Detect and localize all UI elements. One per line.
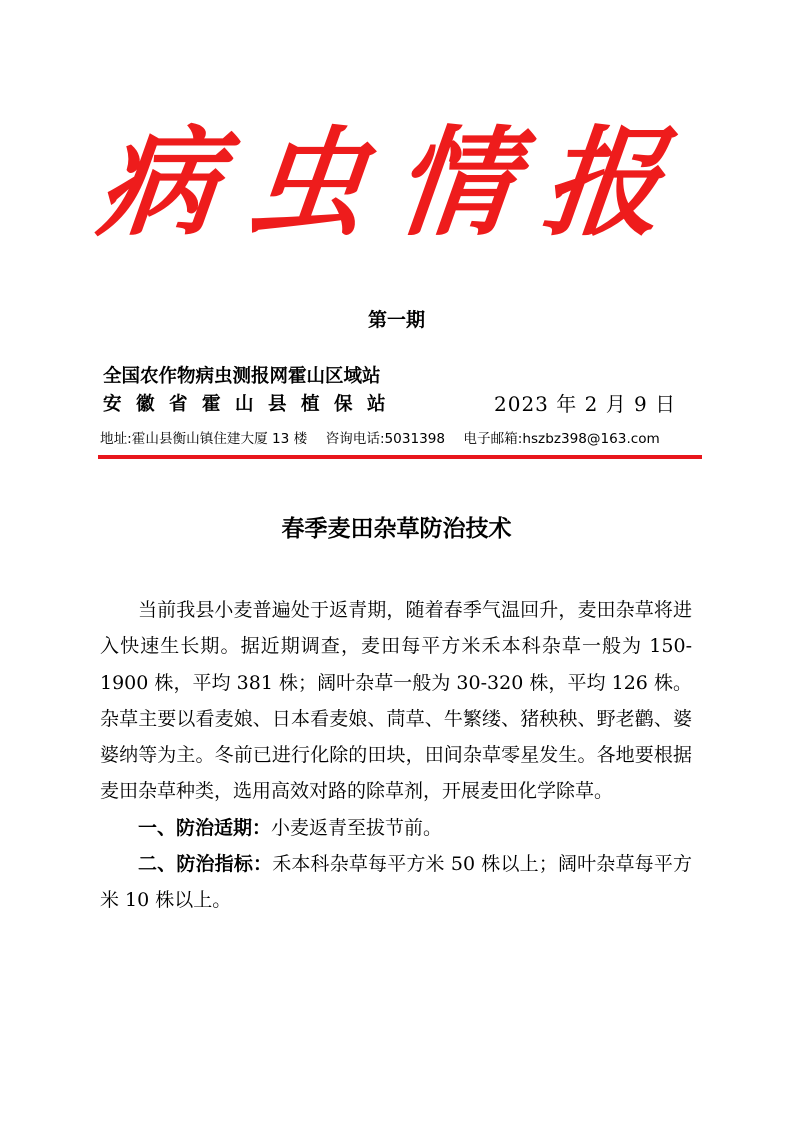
section-timing-label: 一、防治适期： — [138, 816, 272, 839]
org-name-national: 全国农作物病虫测报网霍山区域站 — [103, 366, 381, 387]
email-text: 电子邮箱:hszbz398@163.com — [463, 431, 660, 447]
org-name-county: 安徽省霍山县植保站 — [103, 394, 401, 415]
section-threshold — [100, 846, 692, 919]
article-body — [100, 592, 692, 919]
publish-date: 2023 年 2 月 9 日 — [494, 392, 677, 416]
masthead-title: 病虫情报 — [93, 113, 700, 252]
issue-number: 第一期 — [367, 309, 425, 331]
article-title: 春季麦田杂草防治技术 — [281, 515, 512, 542]
header-divider — [98, 455, 702, 459]
contact-line — [100, 427, 660, 447]
section-threshold-label: 二、防治指标： — [138, 853, 273, 876]
section-timing — [100, 810, 692, 846]
section-timing-text: 小麦返青至拔节前。 — [271, 816, 443, 839]
phone-text: 咨询电话:5031398 — [325, 431, 446, 447]
intro-paragraph: 当前我县小麦普遍处于返青期，随着春季气温回升，麦田杂草将进入快速生长期。据近期调查，麦田每平方米禾本科杂草一般为 150-1900 株，平均 381 株；阔叶杂草一般为 30-320 株，平均 126 株。杂草主要以看麦娘、日本看麦娘、茼草、牛繁缕、猪秧秧、野老鹳、婆婆纳等为主。冬前已进行化除的田块，田间杂草零星发生。各地要根据麦田杂草种类，选用高效对路的除草剂，开展麦田化学除草。 — [100, 599, 692, 803]
address-text: 地址:霍山县衡山镇住建大厦 13 楼 — [100, 431, 308, 447]
section-threshold-text: 禾本科杂草每平方米 50 株以上；阔叶杂草每平方米 10 株以上。 — [100, 853, 692, 912]
